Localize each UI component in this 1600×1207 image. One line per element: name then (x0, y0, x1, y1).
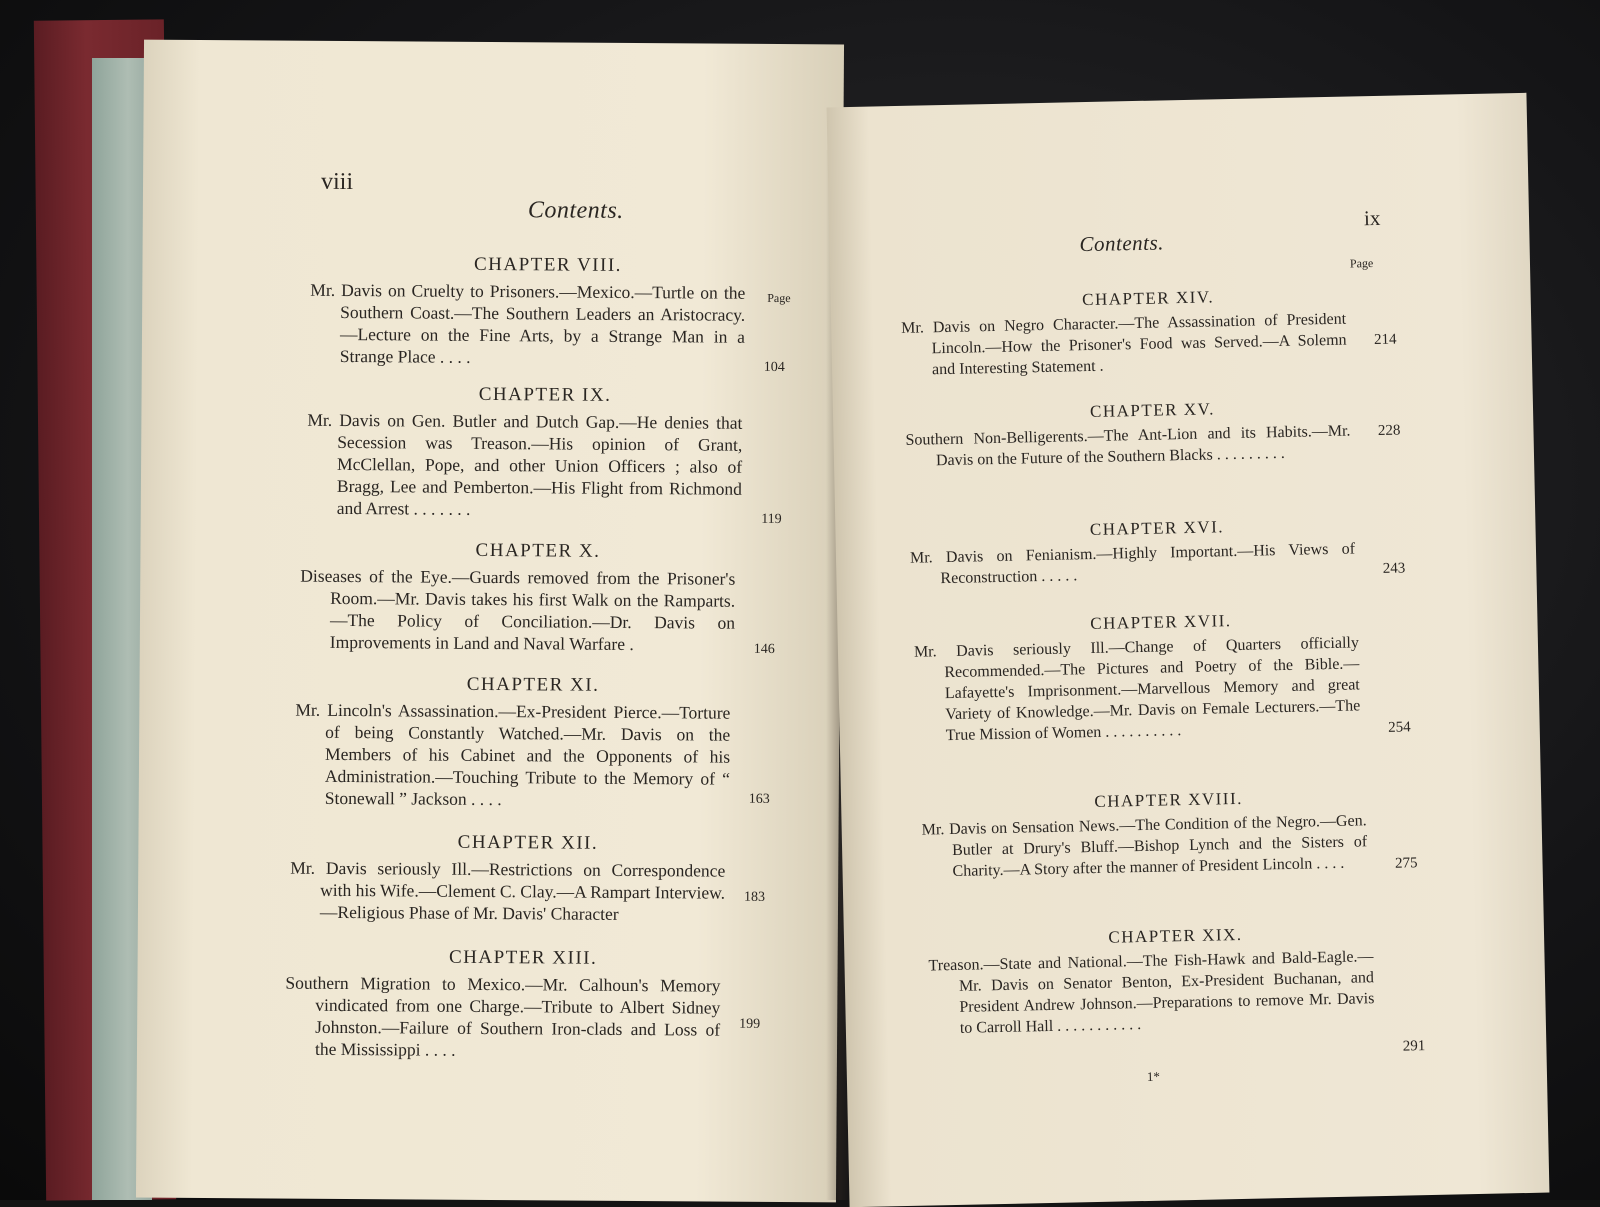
toc-entry-ch14 (900, 284, 1397, 381)
chapter-description: Mr. Lincoln's Assassination.—Ex-President Pierce.—Torture of being Constantly Watched.—Mr. Davis on the Members of his Cabinet and the Opponents of his Administration.—Touching Tribute to the Memory of “ Stonewall ” Jackson . . . . (295, 699, 731, 810)
toc-entry-ch16 (909, 513, 1405, 589)
right-running-head: Contents. (1079, 230, 1165, 257)
chapter-page-number: 104 (763, 359, 785, 376)
chapter-description: Mr. Davis on Fenianism.—Highly Important.—His Views of Reconstruction . . . . . (909, 540, 1356, 588)
chapter-page-number: 254 (1388, 719, 1411, 736)
toc-entry-ch10 (300, 539, 776, 656)
chapter-heading: CHAPTER XII. (457, 831, 599, 854)
toc-entry-ch8 (310, 253, 786, 376)
chapter-description: Mr. Davis seriously Ill.—Change of Quarters officially Recommended.—The Pictures and Poetry of the Bible.—Lafayette's Imprisonment.—Marvellous Memory and great Variety of Knowledge.—Mr. Davis on Female Lecturers.—The True Mission of Women . . . . . . . . . . (913, 634, 1361, 745)
chapter-description: Southern Migration to Mexico.—Mr. Calhoun's Memory vindicated from one Charge.—Tribute to Albert Sidney Johnston.—Failure of Southern Iron-clads and Loss of the Mississippi . . . . (285, 972, 721, 1060)
toc-entry-ch19 (928, 921, 1426, 1055)
right-page (827, 93, 1550, 1207)
chapter-description: Mr. Davis seriously Ill.—Restrictions on Correspondence with his Wife.—Clement C. Clay.—A Rampart Interview.—Religious Phase of Mr. Davis' Character (290, 857, 726, 924)
chapter-description: Mr. Davis on Gen. Butler and Dutch Gap.—He denies that Secession was Treason.—His opinion of Grant, McClellan, Pope, and other Union Officers ; also of Bragg, Lee and Pemberton.—His Flight from Richmond and Arrest . . . . . . . (307, 409, 743, 519)
signature-mark: 1* (1146, 1068, 1161, 1084)
chapter-description: Mr. Davis on Cruelty to Prisoners.—Mexico.—Turtle on the Southern Coast.—The Southern Leaders an Aristocracy.—Lecture on the Fine Arts, by a Strange Man in a Strange Place . . . . (310, 279, 746, 367)
toc-entry-ch11 (295, 673, 771, 812)
chapter-page-number: 183 (744, 889, 766, 905)
right-folio: ix (1363, 205, 1381, 231)
chapter-page-number: 275 (1394, 855, 1418, 872)
toc-entry-ch9 (307, 383, 783, 528)
toc-entry-ch17 (913, 607, 1411, 746)
chapter-description: Treason.—State and National.—The Fish-Hawk and Bald-Eagle.—Mr. Davis on Senator Benton, Ex-President Buchanan, and President Andrew Johnson.—Preparations to remove Mr. Davis to Carroll Hall . . . . . . . . . . . (928, 948, 1375, 1037)
toc-entry-ch15 (905, 396, 1401, 472)
toc-entry-ch18 (921, 785, 1418, 882)
chapter-page-number: 199 (739, 1016, 761, 1032)
chapter-heading: CHAPTER XIII. (448, 946, 598, 969)
chapter-heading: CHAPTER XI. (466, 673, 600, 696)
chapter-description: Diseases of the Eye.—Guards removed from the Prisoner's Room.—Mr. Davis takes his first Walk on the Ramparts.—The Policy of Conciliation.—Dr. Davis on Improvements in Land and Naval Warfare . (300, 565, 736, 655)
chapter-heading: CHAPTER X. (475, 539, 601, 562)
toc-entry-ch13 (285, 946, 761, 1063)
chapter-description: Southern Non-Belligerents.—The Ant-Lion and its Habits.—Mr. Davis on the Future of the Southern Blacks . . . . . . . . . (905, 422, 1351, 470)
chapter-page-number: 214 (1373, 331, 1397, 349)
chapter-heading: CHAPTER XV. (1089, 399, 1216, 421)
chapter-heading: CHAPTER XVIII. (1094, 788, 1244, 811)
chapter-heading: CHAPTER XVI. (1089, 517, 1225, 540)
right-page-label: Page (1349, 256, 1374, 271)
chapter-page-number: 291 (1402, 1038, 1426, 1055)
chapter-page-number: 119 (761, 511, 782, 528)
left-folio: viii (320, 168, 354, 196)
chapter-heading: CHAPTER XVII. (1090, 611, 1232, 634)
chapter-description: Mr. Davis on Negro Character.—The Assassination of President Lincoln.—How the Prisoner's Food was Served.—A Solemn and Interesting Statement . (901, 310, 1347, 379)
chapter-page-number: 243 (1382, 560, 1406, 577)
chapter-heading: CHAPTER IX. (478, 383, 612, 406)
left-page (136, 40, 844, 1203)
chapter-heading: CHAPTER XIV. (1081, 287, 1215, 310)
chapter-heading: CHAPTER XIX. (1108, 924, 1243, 947)
left-running-head: Contents. (527, 197, 624, 224)
chapter-page-number: 163 (748, 791, 770, 807)
chapter-page-number: 146 (753, 641, 775, 657)
left-page-label: Page (767, 290, 791, 306)
chapter-heading: CHAPTER VIII. (473, 253, 623, 276)
toc-entry-ch12 (290, 831, 766, 926)
chapter-description: Mr. Davis on Sensation News.—The Condition of the Negro.—Gen. Butler at Drury's Bluff.—Bishop Lynch and the Sisters of Charity.—A Story after the manner of President Lincoln . . . . (921, 812, 1368, 880)
chapter-page-number: 228 (1377, 422, 1401, 439)
